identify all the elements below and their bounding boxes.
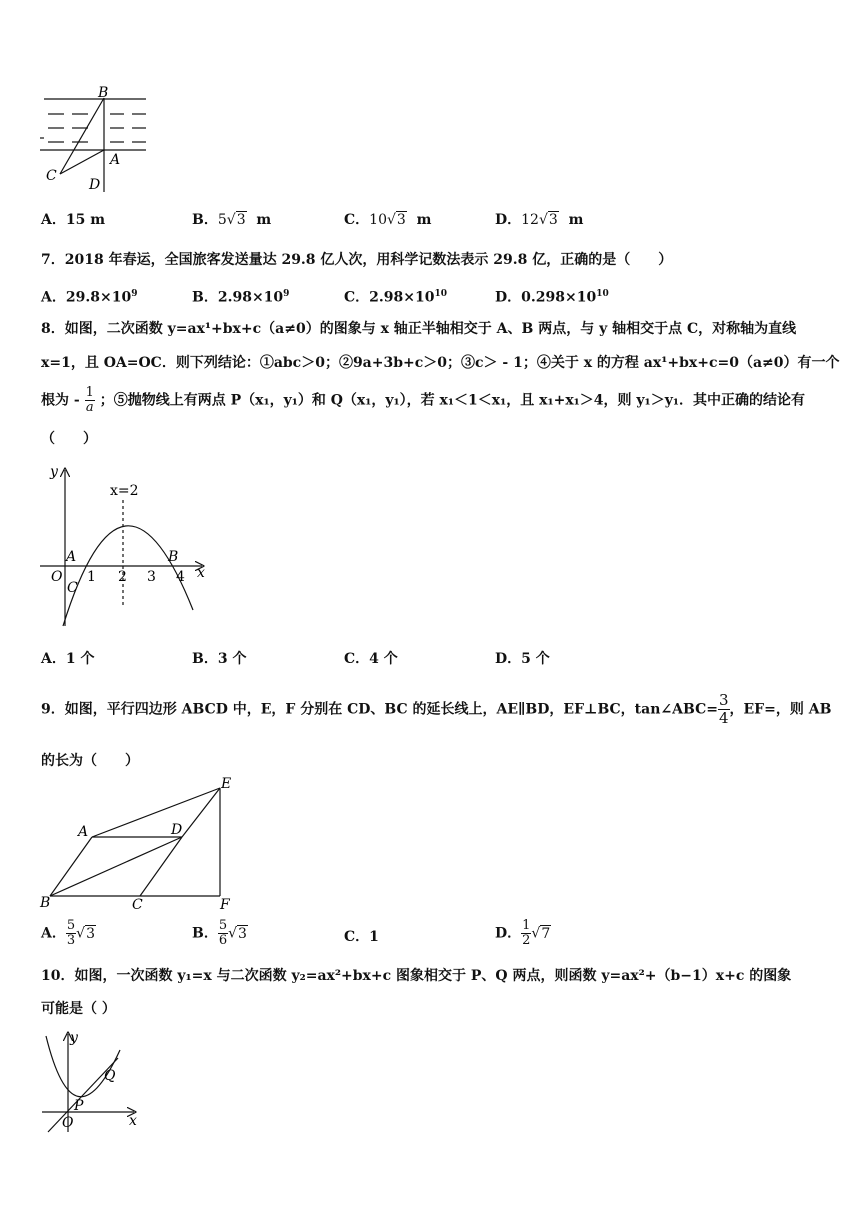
q6-option-b-coef: 5: [217, 212, 227, 228]
q6-option-d[interactable]: D．12√3 m: [495, 212, 584, 228]
q8-origin-label: O: [51, 569, 63, 585]
q9-line-1-suffix: ，EF=，则 AB: [729, 701, 832, 718]
q6-option-c-coef: 10: [369, 212, 387, 228]
q8-tick-3: 3: [147, 569, 156, 585]
q8-symmetry-axis-label: x=2: [110, 483, 139, 499]
q9-fraction: $\frac{3}{4}$: [718, 691, 729, 727]
q9-question-line-1: [41, 692, 831, 727]
q6-label-a: A: [110, 152, 121, 168]
q8-fraction: $\frac{1}{a}$: [85, 385, 94, 415]
q6-option-b-unit: m: [256, 212, 272, 228]
q9-option-c[interactable]: C．1: [344, 929, 379, 945]
q6-option-d-radicand: 3: [548, 212, 558, 228]
q8-tick-2: 2: [118, 569, 127, 585]
q6-option-d-coef: 12: [521, 212, 539, 228]
q6-option-c-label: C．: [344, 212, 370, 228]
q8-line-3-prefix: 根为 -: [41, 392, 80, 409]
q10-question-line-1: 10．如图，一次函数 y₁=x 与二次函数 y₂=ax²+bx+c 图象相交于 P、Q 两点，则函数 y=ax²+（b−1）x+c 的图象: [41, 968, 792, 984]
q8-option-d[interactable]: D．5 个: [495, 651, 550, 667]
q7-question-text: 7．2018 年春运，全国旅客发送量达 29.8 亿人次，用科学记数法表示 29.8 亿，正确的是（ ）: [41, 252, 673, 268]
q8-question-line-3: [41, 386, 805, 415]
q8-question-line-4: （ ）: [41, 431, 97, 447]
q6-label-d: D: [89, 177, 101, 193]
q10-origin-label: O: [62, 1115, 74, 1131]
q9-label-e: E: [221, 776, 232, 792]
q8-question-line-1: 8．如图，二次函数 y=ax¹+bx+c（a≠0）的图象与 x 轴正半轴相交于 A、B 两点，与 y 轴相交于点 C，对称轴为直线: [41, 321, 797, 337]
q10-y-axis-label: y: [70, 1030, 78, 1046]
q9-label-f: F: [220, 897, 230, 913]
q9-option-a[interactable]: A． $\frac{5}{3}$ √3: [41, 918, 95, 948]
q8-tick-4: 4: [176, 569, 185, 585]
q8-line-3-suffix: ；⑤抛物线上有两点 P（x₁，y₁）和 Q（x₁，y₁），若 x₁＜1＜x₁，且 x₁+x₁＞4，则 y₁＞y₁．其中正确的结论有: [99, 392, 805, 409]
q6-option-b[interactable]: B．5√3 m: [192, 212, 272, 228]
q6-option-a[interactable]: A．15 m: [41, 212, 106, 228]
q6-label-c: C: [46, 168, 57, 184]
q8-point-c-label: C: [67, 580, 78, 596]
q6-option-d-label: D．: [495, 212, 522, 228]
q7-option-c[interactable]: C．$2.98\times 10^{10}$: [344, 289, 447, 306]
q9-label-b: B: [40, 895, 51, 911]
q9-parallelogram-figure: [36, 776, 236, 912]
q10-figure: [36, 1028, 146, 1138]
q8-question-line-2: x=1，且 OA=OC．则下列结论：①abc＞0；②9a+3b+c＞0；③c＞ - 1；④关于 x 的方程 ax¹+bx+c=0（a≠0）有一个: [41, 355, 840, 371]
q10-question-line-2: 可能是（ ）: [41, 1001, 116, 1017]
q8-option-c[interactable]: C．4 个: [344, 651, 398, 667]
q8-option-b[interactable]: B．3 个: [192, 651, 247, 667]
q9-label-d: D: [171, 822, 183, 838]
q6-option-d-unit: m: [568, 212, 584, 228]
q9-label-c: C: [132, 897, 143, 913]
q10-x-axis-label: x: [129, 1113, 137, 1129]
q9-option-d[interactable]: D． $\frac{1}{2}$ √7: [495, 918, 551, 948]
q8-point-b-label: B: [168, 549, 179, 565]
q8-point-a-label: A: [66, 549, 77, 565]
q10-point-q-label: Q: [104, 1068, 116, 1084]
q6-figure: [36, 86, 152, 194]
q6-option-c-unit: m: [416, 212, 432, 228]
q9-question-line-2: 的长为（ ）: [41, 753, 139, 769]
q7-option-a[interactable]: A．$29.8\times 10^9$: [41, 289, 138, 306]
q8-x-axis-label: x: [197, 565, 205, 581]
q8-parabola-figure: [36, 460, 216, 636]
q9-line-1-prefix: 9．如图，平行四边形 ABCD 中，E，F 分别在 CD、BC 的延长线上，AE∥BD，EF⊥BC，tan∠ABC=: [41, 701, 718, 718]
q6-option-c-radicand: 3: [396, 212, 406, 228]
q6-option-b-label: B．: [192, 212, 218, 228]
q10-point-p-label: P: [74, 1098, 84, 1114]
q7-option-d[interactable]: D．$0.298\times 10^{10}$: [495, 289, 609, 306]
q6-label-b: B: [98, 85, 109, 101]
q8-tick-1: 1: [87, 569, 96, 585]
q6-option-b-radicand: 3: [236, 212, 246, 228]
q7-option-b[interactable]: B．$2.98\times 10^9$: [192, 289, 290, 306]
q9-label-a: A: [78, 824, 89, 840]
q6-option-c[interactable]: C．10√3 m: [344, 212, 432, 228]
q8-y-axis-label: y: [50, 464, 58, 480]
q9-option-b[interactable]: B． $\frac{5}{6}$ √3: [192, 918, 247, 948]
q8-option-a[interactable]: A．1 个: [41, 651, 95, 667]
